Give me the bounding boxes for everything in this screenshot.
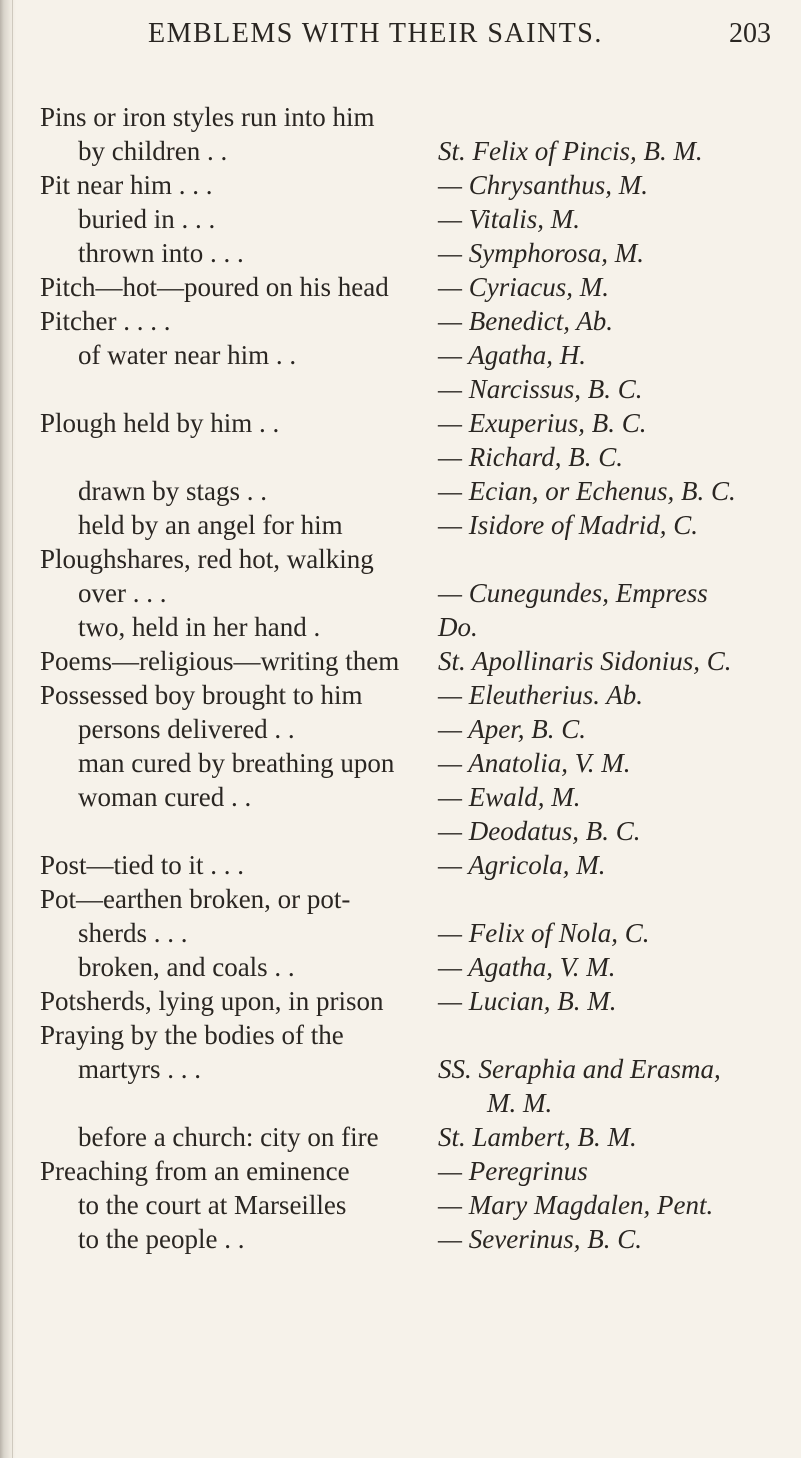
entry-row <box>0 1018 801 1052</box>
saint-name: — Anatolia, V. M. <box>438 748 631 778</box>
entry-row <box>0 916 801 950</box>
entry-row <box>0 406 801 440</box>
saint-name: M. M. <box>487 1088 553 1118</box>
saint-name: — Peregrinus <box>438 1156 588 1186</box>
emblem-text: man cured by breathing upon <box>78 748 395 778</box>
emblem-text: broken, and coals . . <box>78 952 295 982</box>
entry-row <box>0 848 801 882</box>
saint-name: — Agatha, V. M. <box>438 952 616 982</box>
saint-name: — Agatha, H. <box>438 340 587 370</box>
entry-row <box>0 304 801 338</box>
entry-row <box>0 814 801 848</box>
emblem-text: before a church: city on fire <box>78 1122 379 1152</box>
saint-name: — Agricola, M. <box>438 850 606 880</box>
entry-row <box>0 712 801 746</box>
saint-name: SS. Seraphia and Erasma, <box>438 1054 721 1084</box>
saint-name: — Cunegundes, Empress <box>438 578 708 608</box>
entry-row <box>0 474 801 508</box>
entry-row <box>0 440 801 474</box>
entry-row <box>0 576 801 610</box>
emblem-text: Plough held by him . . <box>40 408 280 438</box>
entry-row <box>0 338 801 372</box>
entry-row <box>0 236 801 270</box>
emblem-text: Pitcher . . . . <box>40 306 171 336</box>
emblem-text: drawn by stags . . <box>78 476 267 506</box>
emblem-list <box>0 100 801 1256</box>
emblem-text: Pitch—hot—poured on his head <box>40 272 389 302</box>
emblem-text: Possessed boy brought to him <box>40 680 363 710</box>
saint-name: — Deodatus, B. C. <box>438 816 641 846</box>
saint-name: St. Apollinaris Sidonius, C. <box>438 646 732 676</box>
entry-row <box>0 508 801 542</box>
emblem-text: Potsherds, lying upon, in prison <box>40 986 384 1016</box>
emblem-text: Pins or iron styles run into him <box>40 102 375 132</box>
page-number: 203 <box>729 18 771 49</box>
saint-name: — Benedict, Ab. <box>438 306 613 336</box>
entry-row <box>0 882 801 916</box>
entry-row <box>0 202 801 236</box>
saint-name: — Eleutherius. Ab. <box>438 680 643 710</box>
emblem-text: woman cured . . <box>78 782 252 812</box>
saint-name: — Richard, B. C. <box>438 442 623 472</box>
emblem-text: thrown into . . . <box>78 238 244 268</box>
saint-name: Do. <box>438 612 478 642</box>
entry-row <box>0 134 801 168</box>
saint-name: — Ecian, or Echenus, B. C. <box>438 476 736 506</box>
entry-row <box>0 1086 801 1120</box>
entry-row <box>0 168 801 202</box>
emblem-text: sherds . . . <box>78 918 188 948</box>
saint-name: — Severinus, B. C. <box>438 1224 642 1254</box>
emblem-text: Ploughshares, red hot, walking <box>40 544 374 574</box>
emblem-text: Preaching from an eminence <box>40 1156 350 1186</box>
emblem-text: of water near him . . <box>78 340 297 370</box>
entry-row <box>0 746 801 780</box>
entry-row <box>0 100 801 134</box>
saint-name: — Symphorosa, M. <box>438 238 644 268</box>
entry-row <box>0 270 801 304</box>
saint-name: — Ewald, M. <box>438 782 581 812</box>
emblem-text: held by an angel for him <box>78 510 343 540</box>
entry-row <box>0 1052 801 1086</box>
saint-name: — Felix of Nola, C. <box>438 918 650 948</box>
running-head: EMBLEMS WITH THEIR SAINTS. <box>148 18 603 49</box>
saint-name: — Mary Magdalen, Pent. <box>438 1190 714 1220</box>
saint-name: — Exuperius, B. C. <box>438 408 647 438</box>
emblem-text: Pot—earthen broken, or pot- <box>40 884 351 914</box>
page-header <box>0 16 801 52</box>
emblem-text: persons delivered . . <box>78 714 295 744</box>
entry-row <box>0 950 801 984</box>
entry-row <box>0 372 801 406</box>
emblem-text: Post—tied to it . . . <box>40 850 245 880</box>
emblem-text: Poems—religious—writing them <box>40 646 400 676</box>
entry-row <box>0 678 801 712</box>
saint-name: — Cyriacus, M. <box>438 272 609 302</box>
emblem-text: martyrs . . . <box>78 1054 201 1084</box>
emblem-text: two, held in her hand . <box>78 612 321 642</box>
entry-row <box>0 1188 801 1222</box>
entry-row <box>0 1154 801 1188</box>
saint-name: St. Lambert, B. M. <box>438 1122 637 1152</box>
emblem-text: buried in . . . <box>78 204 216 234</box>
entry-row <box>0 542 801 576</box>
entry-row <box>0 780 801 814</box>
saint-name: St. Felix of Pincis, B. M. <box>438 136 703 166</box>
emblem-text: over . . . <box>78 578 167 608</box>
entry-row <box>0 1222 801 1256</box>
saint-name: — Vitalis, M. <box>438 204 581 234</box>
entry-row <box>0 644 801 678</box>
emblem-text: to the court at Marseilles <box>78 1190 347 1220</box>
entry-row <box>0 984 801 1018</box>
entry-row <box>0 610 801 644</box>
saint-name: — Isidore of Madrid, C. <box>438 510 699 540</box>
saint-name: — Lucian, B. M. <box>438 986 617 1016</box>
emblem-text: Pit near him . . . <box>40 170 213 200</box>
emblem-text: by children . . <box>78 136 228 166</box>
emblem-text: to the people . . <box>78 1224 245 1254</box>
saint-name: — Narcissus, B. C. <box>438 374 643 404</box>
saint-name: — Chrysanthus, M. <box>438 170 649 200</box>
emblem-text: Praying by the bodies of the <box>40 1020 344 1050</box>
entry-row <box>0 1120 801 1154</box>
saint-name: — Aper, B. C. <box>438 714 587 744</box>
